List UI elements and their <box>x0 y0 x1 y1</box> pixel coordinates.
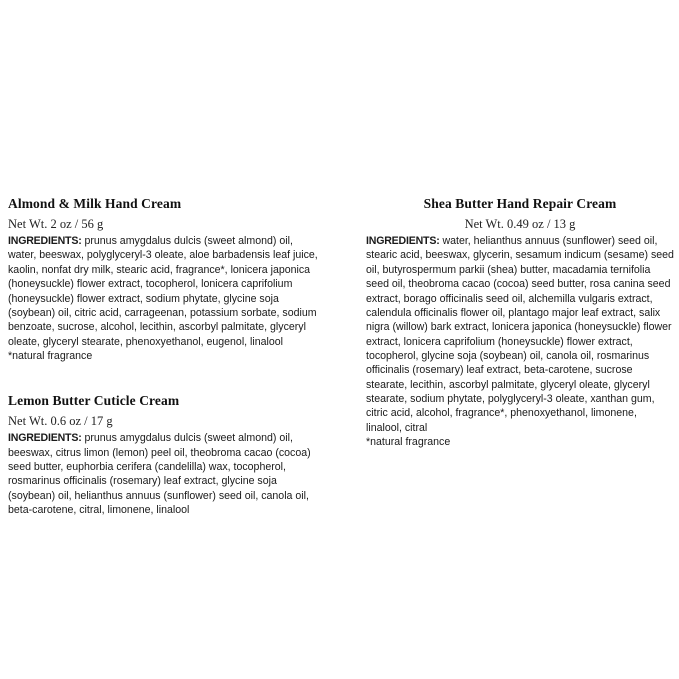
fragrance-footnote: *natural fragrance <box>8 349 93 362</box>
product-net-weight: Net Wt. 0.6 oz / 17 g <box>8 414 113 429</box>
right-column <box>366 196 674 465</box>
ingredients-text: prunus amygdalus dulcis (sweet almond) oil, beeswax, citrus limon (lemon) peel oil, theobroma cacao (cocoa) seed butter, euphorbia cerifera (candelilla) wax, tocopherol, rosmarinus officinalis (rosemary) leaf extract, glycine soja (soybean) oil, helianthus annuus (sunflower) seed oil, canola oil, beta-carotene, citral, limonene, linalool <box>8 432 311 517</box>
ingredients-text: water, helianthus annuus (sunflower) seed oil, stearic acid, beeswax, glycerin, sesamum indicum (sesame) seed oil, butyrospermum parkii (shea) butter, macadamia ternifolia seed oil, theobroma cacao (cocoa) seed butter, rosa canina seed extract, borago officinalis seed oil, alchemilla vulgaris extract, calendula officinalis flower oil, plantago major leaf extract, salix nigra (willow) bark extract, lonicera japonica (honeysuckle) flower extract, lonicera caprifolium (honeysuckle) flower extract, tocopherol, glycine soja (soybean) oil, canola oil, rosmarinus officinalis (rosemary) leaf extract, beta-carotene, sucrose stearate, lecithin, ascorbyl palmitate, glyceryl oleate, glyceryl stearate, sodium phytate, polyglyceryl-3 oleate, xanthan gum, citric acid, alcohol, fragrance*, phenoxyethanol, limonene, linalool, citral <box>366 235 674 434</box>
product-shea-butter-hand-repair-cream <box>366 196 674 449</box>
ingredients-label: INGREDIENTS: <box>366 235 440 248</box>
ingredients-paragraph <box>8 234 318 349</box>
ingredients-text: prunus amygdalus dulcis (sweet almond) oil, water, beeswax, polyglyceryl-3 oleate, aloe barbadensis leaf juice, kaolin, nonfat dry milk, stearic acid, fragrance*, lonicera japonica (honeysuckle) flower extract, tocopherol, lonicera caprifolium (honeysuckle) flower extract, sodium phytate, glycine soja (soybean) oil, citric acid, carrageenan, potassium sorbate, sodium benzoate, sucrose, alcohol, lecithin, ascorbyl palmitate, glyceryl oleate, glyceryl stearate, phenoxyethanol, eugenol, linalool <box>8 235 318 348</box>
ingredients-label: INGREDIENTS: <box>8 432 82 445</box>
product-almond-milk-hand-cream <box>8 196 318 363</box>
product-title: Shea Butter Hand Repair Cream <box>423 196 617 211</box>
left-column <box>8 196 318 533</box>
product-title: Almond & Milk Hand Cream <box>8 196 182 211</box>
fragrance-footnote: *natural fragrance <box>366 435 451 448</box>
product-net-weight: Net Wt. 2 oz / 56 g <box>8 216 104 231</box>
column-spacer <box>8 379 318 393</box>
ingredients-paragraph <box>8 431 318 517</box>
product-lemon-butter-cuticle-cream <box>8 393 318 517</box>
ingredients-label: INGREDIENTS: <box>8 235 82 248</box>
product-net-weight: Net Wt. 0.49 oz / 13 g <box>464 216 576 231</box>
ingredients-paragraph <box>366 234 674 435</box>
product-title: Lemon Butter Cuticle Cream <box>8 393 180 409</box>
